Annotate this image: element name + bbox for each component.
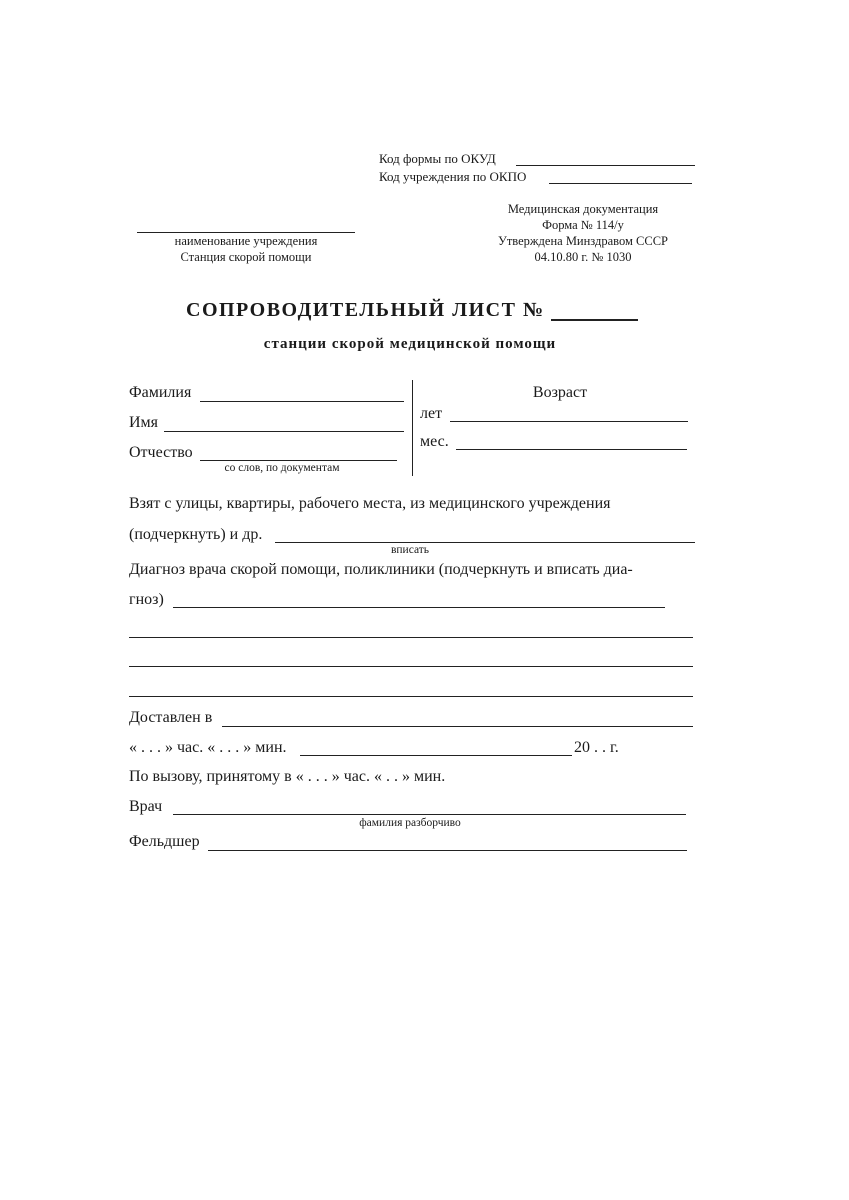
diagnosis-field-2[interactable] xyxy=(129,637,693,638)
approved-date: 04.10.80 г. № 1030 xyxy=(534,250,632,264)
diagnosis-label-line2: гноз) xyxy=(129,591,164,608)
document-subtitle: станции скорой медицинской помощи xyxy=(263,336,557,352)
delivered-to-label: Доставлен в xyxy=(129,709,213,726)
sheet-number-field[interactable] xyxy=(551,319,638,321)
approved-by: Утверждена Минздравом СССР xyxy=(497,234,669,248)
call-received-text: По вызову, принятому в « . . . » час. « . . » мин. xyxy=(129,768,446,785)
document-title: СОПРОВОДИТЕЛЬНЫЙ ЛИСТ № xyxy=(186,299,545,321)
taken-from-text: Взят с улицы, квартиры, рабочего места, из медицинского учреждения xyxy=(129,495,611,512)
surname-label: Фамилия xyxy=(129,384,192,401)
diagnosis-field-4[interactable] xyxy=(129,696,693,697)
taken-from-field[interactable] xyxy=(275,542,695,543)
name-field[interactable] xyxy=(164,431,404,432)
institution-name: Станция скорой помощи xyxy=(180,250,312,264)
okpo-label: Код учреждения по ОКПО xyxy=(379,169,527,184)
column-divider xyxy=(412,380,413,476)
year-suffix: 20 . . г. xyxy=(574,739,619,756)
write-in-caption: вписать xyxy=(390,544,430,556)
delivery-date-field[interactable] xyxy=(300,755,572,756)
delivered-to-field[interactable] xyxy=(222,726,693,727)
diagnosis-label-line1: Диагноз врача скорой помощи, поликлиники (подчеркнуть и вписать диа- xyxy=(129,561,633,578)
name-label: Имя xyxy=(129,414,159,431)
surname-field[interactable] xyxy=(200,401,404,402)
med-doc-label: Медицинская документация xyxy=(507,202,659,216)
doctor-label: Врач xyxy=(129,798,163,815)
okud-field[interactable] xyxy=(516,165,695,166)
paramedic-label: Фельдшер xyxy=(129,833,200,850)
diagnosis-field-3[interactable] xyxy=(129,666,693,667)
underline-etc-text: (подчеркнуть) и др. xyxy=(129,526,263,543)
paramedic-field[interactable] xyxy=(208,850,687,851)
source-caption: со слов, по документам xyxy=(224,462,340,474)
years-label: лет xyxy=(420,405,443,422)
patronymic-field[interactable] xyxy=(200,460,397,461)
months-field[interactable] xyxy=(456,449,687,450)
doctor-field[interactable] xyxy=(173,814,686,815)
okpo-field[interactable] xyxy=(549,183,692,184)
okud-label: Код формы по ОКУД xyxy=(379,151,496,166)
years-field[interactable] xyxy=(450,421,688,422)
patronymic-label: Отчество xyxy=(129,444,193,461)
doctor-caption: фамилия разборчиво xyxy=(359,817,461,829)
diagnosis-field-1[interactable] xyxy=(173,607,665,608)
form-number: Форма № 114/у xyxy=(542,218,624,232)
age-title: Возраст xyxy=(532,384,588,401)
institution-field[interactable] xyxy=(137,232,355,233)
institution-caption: наименование учреждения xyxy=(174,234,318,248)
delivery-time: « . . . » час. « . . . » мин. xyxy=(129,739,287,756)
months-label: мес. xyxy=(420,433,449,450)
